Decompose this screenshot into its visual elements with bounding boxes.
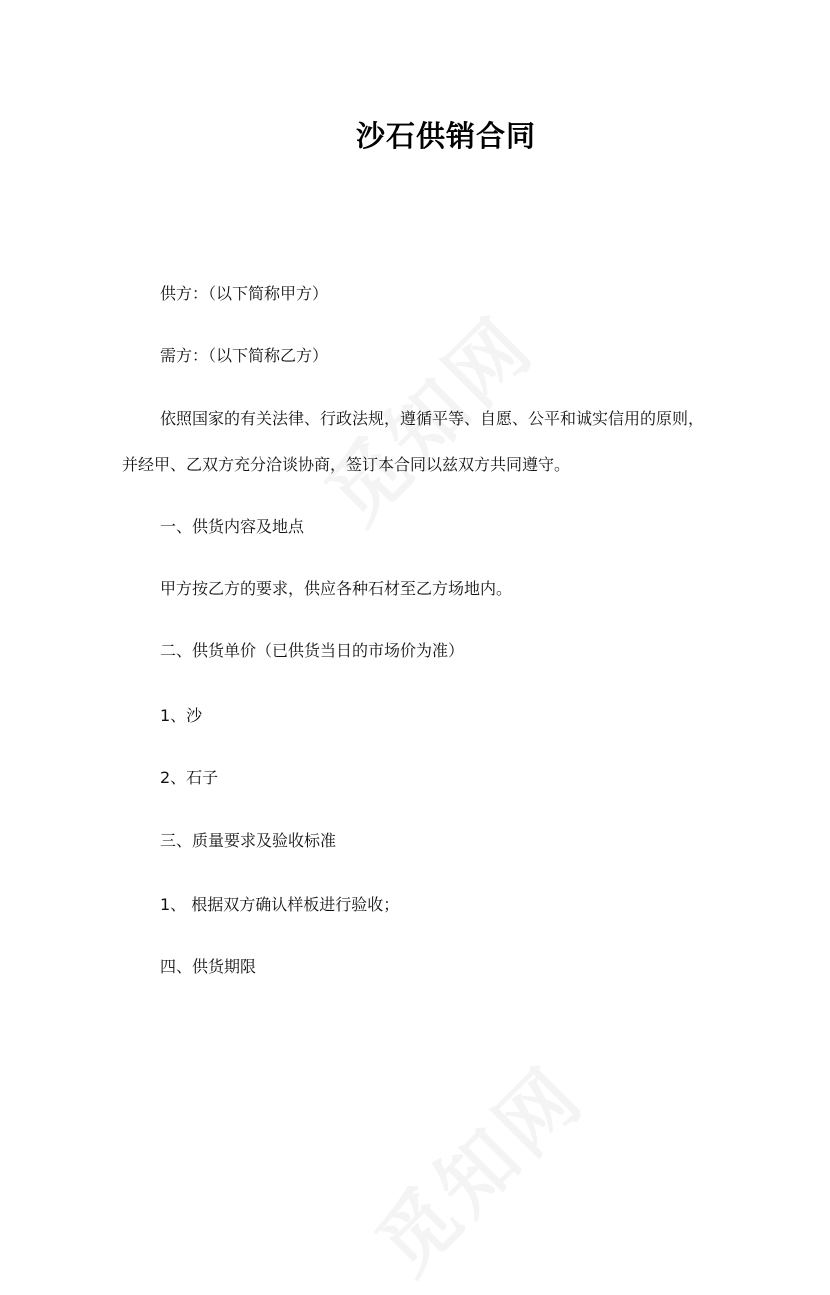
preamble-line-2: 并经甲、乙双方充分洽谈协商，签订本合同以兹双方共同遵守。 bbox=[122, 455, 571, 474]
section-heading: 二、供货单价（已供货当日的市场价为准） bbox=[160, 641, 465, 660]
section-heading: 一、供货内容及地点 bbox=[160, 517, 305, 536]
section-heading: 四、供货期限 bbox=[160, 957, 257, 976]
paragraph: 甲方按乙方的要求，供应各种石材至乙方场地内。 bbox=[160, 579, 513, 598]
document-title: 沙石供销合同 bbox=[355, 119, 536, 153]
supplier-line: 供方：（以下简称甲方） bbox=[160, 284, 329, 303]
buyer-line: 需方：（以下简称乙方） bbox=[160, 346, 329, 365]
section-heading: 三、质量要求及验收标准 bbox=[160, 831, 337, 850]
list-item: 1、沙 bbox=[160, 706, 203, 725]
watermark bbox=[347, 1037, 604, 1294]
list-item: 2、石子 bbox=[160, 768, 219, 787]
list-item: 1、 根据双方确认样板进行验收； bbox=[160, 895, 400, 914]
preamble-line-1: 依照国家的有关法律、行政法规，遵循平等、自愿、公平和诚实信用的原则， bbox=[160, 409, 705, 428]
